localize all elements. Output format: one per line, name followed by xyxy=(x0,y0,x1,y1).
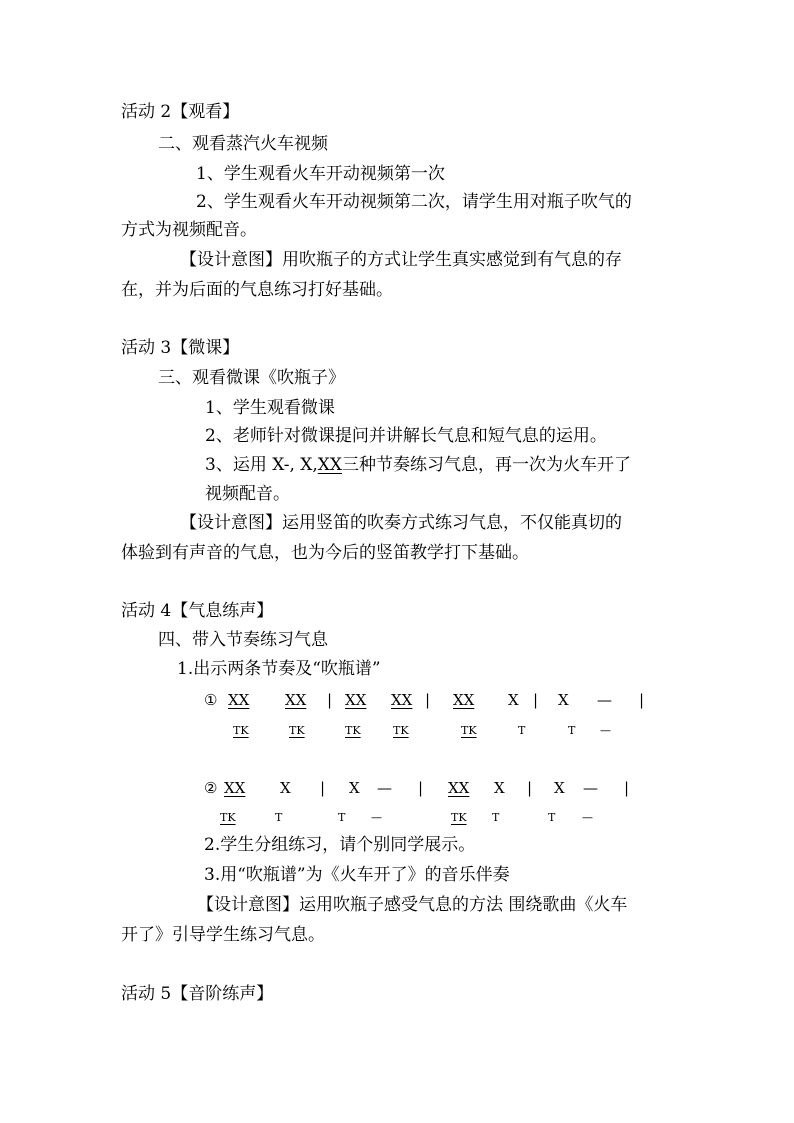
rhythm-1-note: XX xyxy=(453,691,475,709)
activity-3-item-3-prefix: 3、运用 X-, X, xyxy=(205,455,318,475)
rhythm-2-note: XX xyxy=(448,779,470,797)
rhythm-1-syllable: TK xyxy=(233,724,249,737)
rhythm-2-dash: — xyxy=(377,779,392,797)
activity-3-item-3-suffix: 三种节奏练习气息，再一次为火车开了 xyxy=(342,455,631,475)
rhythm-1-note: XX xyxy=(391,691,413,709)
activity-3-item-3-line-1 xyxy=(205,453,631,477)
rhythm-2-barline: | xyxy=(527,779,533,797)
rhythm-2-barline: | xyxy=(624,779,630,797)
activity-2-section-title: 二、观看蒸汽火车视频 xyxy=(158,134,328,154)
rhythm-2-note: X xyxy=(494,779,505,797)
activity-4-heading: 活动 4【气息练声】 xyxy=(121,601,274,621)
activity-4-item-1: 1.出示两条节奏及“吹瓶谱” xyxy=(177,659,381,679)
rhythm-1-marker: ① xyxy=(204,691,218,709)
rhythm-2-syllable: T xyxy=(492,811,500,824)
rhythm-1-syllable: T xyxy=(518,724,526,737)
activity-2-design-intent-line-1: 【设计意图】用吹瓶子的方式让学生真实感觉到有气息的存 xyxy=(180,250,622,270)
rhythm-2-syllable: — xyxy=(582,811,593,824)
activity-4-item-3: 3.用“吹瓶谱”为《火车开了》的音乐伴奏 xyxy=(204,865,510,885)
rhythm-1-syllable: TK xyxy=(289,724,305,737)
rhythm-1-dash: — xyxy=(597,691,612,709)
rhythm-2-note: X xyxy=(280,779,291,797)
activity-3-heading: 活动 3【微课】 xyxy=(121,338,240,358)
activity-3-design-intent-line-1: 【设计意图】运用竖笛的吹奏方式练习气息，不仅能真切的 xyxy=(180,513,622,533)
rhythm-1-note: XX xyxy=(228,691,250,709)
activity-5-heading: 活动 5【音阶练声】 xyxy=(121,984,274,1004)
rhythm-2-note: X xyxy=(349,779,360,797)
rhythm-1-note: XX xyxy=(345,691,367,709)
rhythm-2-note: X xyxy=(554,779,565,797)
activity-2-item-1: 1、学生观看火车开动视频第一次 xyxy=(196,164,445,184)
activity-3-design-intent-line-2: 体验到有声音的气息，也为今后的竖笛教学打下基础。 xyxy=(121,543,529,563)
rhythm-2-syllable: — xyxy=(371,811,382,824)
rhythm-1-syllable: — xyxy=(600,724,611,737)
rhythm-2-syllable: TK xyxy=(451,811,467,824)
activity-2-heading: 活动 2【观看】 xyxy=(121,102,240,122)
activity-3-item-2: 2、老师针对微课提问并讲解长气息和短气息的运用。 xyxy=(205,426,607,446)
rhythm-2-barline: | xyxy=(418,779,424,797)
rhythm-1-note: XX xyxy=(285,691,307,709)
activity-3-section-title: 三、观看微课《吹瓶子》 xyxy=(158,368,345,388)
rhythm-1-syllable: TK xyxy=(393,724,409,737)
rhythm-2-barline: | xyxy=(320,779,326,797)
rhythm-2-syllable: T xyxy=(338,811,346,824)
rhythm-1-barline: | xyxy=(639,691,645,709)
rhythm-2-syllable: T xyxy=(275,811,283,824)
activity-4-item-2: 2.学生分组练习，请个别同学展示。 xyxy=(204,835,476,855)
activity-3-item-3-underlined-rhythm: XX xyxy=(317,455,342,475)
activity-2-design-intent-line-2: 在，并为后面的气息练习打好基础。 xyxy=(121,280,393,300)
rhythm-1-note: X xyxy=(508,691,519,709)
rhythm-2-note: XX xyxy=(224,779,246,797)
activity-4-design-intent-line-1: 【设计意图】运用吹瓶子感受气息的方法 围绕歌曲《火车 xyxy=(197,895,628,915)
rhythm-2-syllable: TK xyxy=(220,811,236,824)
rhythm-2-marker: ② xyxy=(204,779,218,797)
rhythm-2-syllable: T xyxy=(548,811,556,824)
rhythm-1-note: X xyxy=(558,691,569,709)
activity-4-section-title: 四、带入节奏练习气息 xyxy=(158,630,328,650)
rhythm-1-barline: | xyxy=(425,691,431,709)
rhythm-1-syllable: TK xyxy=(461,724,477,737)
activity-4-design-intent-line-2: 开了》引导学生练习气息。 xyxy=(121,925,325,945)
rhythm-2-dash: — xyxy=(583,779,598,797)
activity-3-item-3-line-2: 视频配音。 xyxy=(205,484,290,504)
rhythm-1-syllable: T xyxy=(568,724,576,737)
rhythm-1-barline: | xyxy=(327,691,333,709)
activity-3-item-1: 1、学生观看微课 xyxy=(205,398,335,418)
rhythm-1-syllable: TK xyxy=(345,724,361,737)
activity-2-item-2-line-1: 2、学生观看火车开动视频第二次，请学生用对瓶子吹气的 xyxy=(196,192,632,212)
rhythm-1-barline: | xyxy=(533,691,539,709)
activity-2-item-2-line-2: 方式为视频配音。 xyxy=(121,220,257,240)
